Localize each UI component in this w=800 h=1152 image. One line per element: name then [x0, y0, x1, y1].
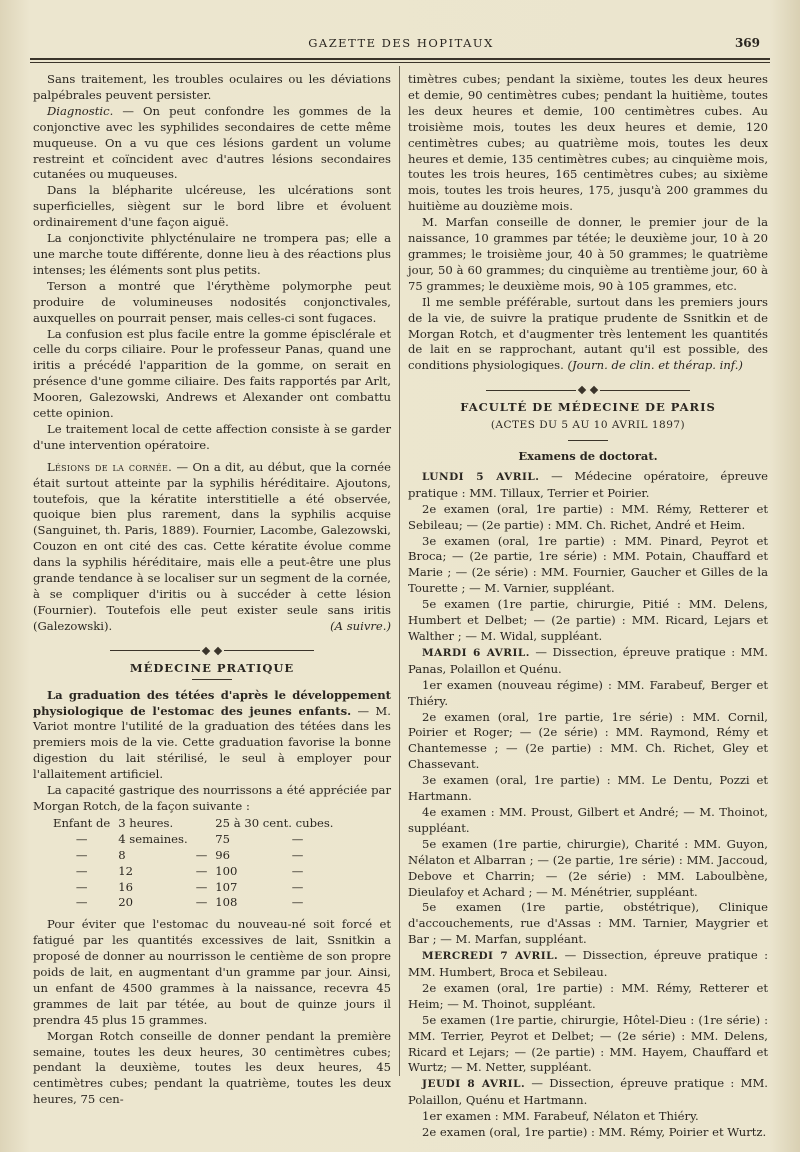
exam-entry	[408, 805, 768, 837]
paragraph-text: — M. Variot montre l'utilité de la graduation des tétées dans les premiers mois de la vie. Cette graduation favorise la bonne digestion du lait stérilisé, le seul à employer pour l'allaitement artificiel.	[33, 703, 391, 782]
table-cell: 8	[118, 847, 126, 862]
table-cell: —	[195, 895, 208, 910]
table-cell: 108	[215, 895, 238, 910]
table-cell: —	[75, 895, 88, 910]
exam-day: LUNDI 5 AVRIL.	[422, 470, 540, 483]
table-cell: —	[195, 879, 208, 894]
table-cell: —	[195, 847, 208, 862]
table-cell: 4 semaines.	[118, 831, 188, 846]
page-header	[30, 34, 772, 54]
table-cell: Enfant de	[53, 815, 111, 830]
exam-entry	[408, 773, 768, 805]
paragraph: La confusion est plus facile entre la gomme épisclérale et celle du corps ciliaire. Pour le professeur Panas, quand une iritis a précédé l'apparition de la gomme, on serait en présence d'une gomme ciliaire. Des faits rapportés par Arlt, Mooren, Galezowski, Andrews et Alexander ont combattu cette opinion.	[33, 326, 391, 421]
table-cell: 20	[118, 895, 133, 910]
exam-text: 2e examen (oral, 1re partie) : MM. Rémy, Retterer et Heim; — M. Thoinot, suppléant.	[408, 980, 768, 1011]
paragraph-text: — On peut confondre les gommes de la conjonctive avec les syphilides secondaires de cette même muqueuse. On a vu que ces lésions gardent un volume restreint et coïncident avec d'autres lésions secondaires cutanées ou muqueuses.	[33, 103, 391, 182]
table-cell: —	[75, 847, 88, 862]
exam-entry	[408, 948, 768, 981]
exam-day: MERCREDI 7 AVRIL.	[422, 950, 559, 963]
table-cell: —	[291, 879, 304, 894]
exam-list	[408, 469, 768, 1141]
exam-entry	[408, 710, 768, 774]
column-divider	[399, 66, 400, 1076]
paragraph-label: Lésions de la cornée.	[47, 459, 173, 474]
paragraph: La capacité gastrique des nourrissons a été appréciée par Morgan Rotch, de la façon suivante :	[33, 783, 391, 813]
table-row	[53, 816, 341, 832]
exam-entry	[408, 837, 768, 901]
paragraph	[33, 460, 391, 635]
exam-text: 2e examen (oral, 1re partie, 1re série) : MM. Cornil, Poirier et Roger; — (2e série) : MM. Raymond, Rémy et Chantemesse ; — (2e partie) : MM. Ch. Richet, Gley et Chassevant.	[408, 709, 768, 772]
exam-entry	[408, 1109, 768, 1125]
table-cell: —	[75, 879, 88, 894]
exam-text: 2e examen (oral, 1re partie) : MM. Rémy, Poirier et Wurtz.	[422, 1125, 767, 1140]
paragraph: timètres cubes; pendant la sixième, toutes les deux heures et demie, 90 centimètres cubes; pendant la huitième, toutes les deux heures et demie, 100 centimètres cubes. Au troisième mois, toutes les deux heures et demie, 120 centimètres cubes; au quatrième mois, toutes les deux heures et demie, 135 centimètres cubes; au cinquième mois, toutes les trois heures, 165 centimètres cubes; au sixième mois, toutes les trois heures, 175, jusqu'à 200 grammes du huitième au douzième mois.	[408, 72, 768, 214]
page-number: 369	[734, 36, 760, 50]
section-title: FACULTÉ DE MÉDECINE DE PARIS	[460, 400, 716, 415]
capacity-table	[53, 816, 341, 911]
section-subtitle: (ACTES DU 5 AU 10 AVRIL 1897)	[490, 419, 686, 432]
header-rule-thin	[30, 62, 770, 63]
exam-entry	[408, 1125, 768, 1141]
table-cell: —	[291, 847, 304, 862]
exam-text: 5e examen (1re partie, chirurgie, Pitié : MM. Delens, Humbert et Delbet; — (2e partie) : MM. Ricard, Lejars et Walther ; — M. Widal, suppléant.	[408, 597, 768, 643]
article-lead: La graduation des tétées d'après le développement physiologique de l'estomac des jeunes enfants.	[33, 687, 391, 718]
paragraph: Morgan Rotch conseille de donner pendant la première semaine, toutes les deux heures, 30 centimètres cubes; pendant la deuxième, toutes les deux heures, 45 centimètres cubes; pendant la quatrième, toutes les deux heures, 75 cen-	[33, 1028, 391, 1107]
exam-text: — Dissection, épreuve pratique : MM. Humbert, Broca et Sebileau.	[408, 948, 768, 980]
exam-entry	[408, 502, 768, 534]
table-cell: 107	[215, 879, 238, 894]
separator-ornament	[33, 643, 391, 651]
exam-day: JEUDI 8 AVRIL.	[422, 1078, 526, 1091]
exam-entry	[408, 534, 768, 598]
paragraph-label: Diagnostic.	[47, 103, 114, 118]
exam-text: — Médecine opératoire, épreuve pratique : MM. Tillaux, Terrier et Poirier.	[408, 468, 768, 500]
table-row	[53, 880, 341, 896]
exam-text: 3e examen (oral, 1re partie) : MM. Pinard, Peyrot et Broca; — (2e partie, 1re série) : MM. Potain, Chauffard et Marie ; — (2e série) : MM. Fournier, Gaucher et Gilles de la Tourette ; — M. Varnier, suppléant.	[408, 533, 768, 596]
exam-text: 4e examen : MM. Proust, Gilbert et André; — M. Thoinot, suppléant.	[408, 804, 768, 835]
table-cell: —	[75, 863, 88, 878]
exam-text: 5e examen (1re partie, obstétrique), Clinique d'accouchements, rue d'Assas : MM. Tarnier, Maygrier et Bar ; — M. Marfan, suppléant.	[408, 900, 768, 947]
separator-ornament	[408, 382, 768, 390]
paragraph: Sans traitement, les troubles oculaires ou les déviations palpébrales peuvent persister.	[33, 72, 391, 102]
header-rule	[30, 58, 770, 60]
exam-text: 5e examen (1re partie, chirurgie, Hôtel-Dieu : (1re série) : MM. Terrier, Peyrot et Delbet; — (2e série) : MM. Delens, Ricard et Lejars; — (2e partie) : MM. Hayem, Chauffard et Wurtz; — M. Netter, suppléant.	[408, 1012, 768, 1075]
subheading: Examens de doctorat.	[518, 449, 658, 464]
table-cell	[196, 816, 216, 832]
table-cell: —	[291, 895, 304, 910]
exam-text: 3e examen (oral, 1re partie) : MM. Le Dentu, Pozzi et Hartmann.	[408, 773, 768, 804]
exam-entry	[408, 981, 768, 1013]
short-rule	[192, 679, 232, 680]
exam-text: 1er examen (nouveau régime) : MM. Farabeuf, Berger et Thiéry.	[408, 677, 768, 708]
exam-day: MARDI 6 AVRIL.	[422, 646, 530, 659]
table-cell: —	[75, 831, 88, 846]
exam-text: — Dissection, épreuve pratique : MM. Polaillon, Quénu et Hartmann.	[408, 1076, 768, 1108]
table-cell: 25 à 30 cent. cubes.	[215, 815, 334, 830]
table-cell: 96	[215, 847, 231, 862]
table-cell: 16	[118, 879, 133, 894]
table-cell: —	[195, 863, 208, 878]
paragraph-text: — On a dit, au début, que la cornée était surtout atteinte par la syphilis héréditaire. Ajoutons, toutefois, que la kératite interstitielle a été observée, quoique bien plus rarement, dans la syphilis acquise (Sanguinet, th. Paris, 1889). Fournier, Lacombe, Galezowski, Couzon en ont cité des cas. Cette kératite évolue comme dans la syphilis héréditaire, mais elle a peut-être une plus grande tendance à se localiser sur un segment de la cornée, à se compliquer d'iritis ou à succéder à cette lésion (Fournier). Toutefois elle peut exister seule sans iritis (Galezowski).	[33, 459, 391, 633]
table-cell: 12	[118, 863, 133, 878]
table-cell: —	[291, 863, 304, 878]
short-rule	[568, 440, 608, 441]
exam-entry	[408, 1076, 768, 1109]
paragraph: Pour éviter que l'estomac du nouveau-né soit forcé et fatigué par les quantités excessives de lait, Ssnitkin a proposé de donner au nourrisson le centième de son propre poids de lait, en augmentant d'un gramme par jour. Ainsi, un enfant de 4500 grammes à la naissance, recevra 45 grammes de lait par tétée, au bout de quinze jours il prendra 45 plus 15 grammes.	[33, 917, 391, 1027]
paragraph-text: Il me semble préférable, surtout dans les premiers jours de la vie, de suivre la pratique prudente de Ssnitkin et de Morgan Rotch, et d'augmenter très lentement les quantités de lait en se rapprochant, autant qu'il est possible, des conditions physiologiques.	[408, 294, 768, 373]
to-be-continued: (A suivre.)	[330, 618, 391, 633]
exam-text: 2e examen (oral, 1re partie) : MM. Rémy, Retterer et Sebileau; — (2e partie) : MM. Ch. Richet, André et Heim.	[408, 501, 768, 532]
exam-entry	[408, 678, 768, 710]
exam-text: — Dissection, épreuve pratique : MM. Panas, Polaillon et Quénu.	[408, 644, 768, 676]
exam-entry	[408, 645, 768, 678]
exam-entry	[408, 1013, 768, 1077]
paragraph: M. Marfan conseille de donner, le premier jour de la naissance, 10 grammes par tétée; le deuxième jour, 10 à 20 grammes; le troisième jour, 40 à 50 grammes; le quatrième jour, 50 à 60 grammes; du cinquième au trentième jour, 60 à 75 grammes; le deuxième mois, 90 à 105 grammes, etc.	[408, 215, 768, 293]
table-cell	[196, 832, 216, 848]
paragraph: Dans la blépharite ulcéreuse, les ulcérations sont superficielles, siègent sur le bord libre et évoluent ordinairement d'une façon aiguë.	[33, 183, 391, 230]
table-row	[53, 864, 341, 880]
paragraph	[408, 295, 768, 375]
citation: (Journ. de clin. et thérap. inf.)	[567, 358, 743, 373]
table-row	[53, 832, 341, 848]
table-row	[53, 848, 341, 864]
exam-entry	[408, 469, 768, 502]
table-cell: 75	[215, 831, 231, 846]
table-cell: —	[291, 831, 304, 846]
table-cell: 3 heures.	[118, 815, 174, 830]
paragraph: La conjonctivite phlycténulaire ne trompera pas; elle a une marche toute différente, donne lieu à des réactions plus intenses; les éléments sont plus petits.	[33, 231, 391, 277]
exam-entry	[408, 597, 768, 645]
left-column	[33, 72, 391, 1108]
exam-entry	[408, 900, 768, 948]
exam-text: 1er examen : MM. Farabeuf, Nélaton et Thiéry.	[422, 1109, 699, 1124]
right-column	[408, 72, 768, 1141]
paragraph	[33, 104, 391, 184]
journal-title: GAZETTE DES HOPITAUX	[308, 36, 494, 50]
table-cell: 100	[215, 863, 238, 878]
section-title: MÉDECINE PRATIQUE	[129, 660, 295, 675]
paragraph: Terson a montré que l'érythème polymorphe peut produire de volumineuses nodosités conjonctivales, auxquelles on pourrait penser, mais celles-ci sont fugaces.	[33, 278, 391, 325]
paragraph: Le traitement local de cette affection consiste à se garder d'une intervention opératoire.	[33, 421, 391, 452]
exam-text: 5e examen (1re partie, chirurgie), Charité : MM. Guyon, Nélaton et Albarran ; — (2e partie, 1re série) : MM. Jaccoud, Debove et Charrin; — (2e série) : MM. Laboulbène, Dieulafoy et Achard ; — M. Ménétrier, suppléant.	[408, 836, 768, 899]
table-row	[53, 895, 341, 911]
paragraph	[33, 688, 391, 783]
